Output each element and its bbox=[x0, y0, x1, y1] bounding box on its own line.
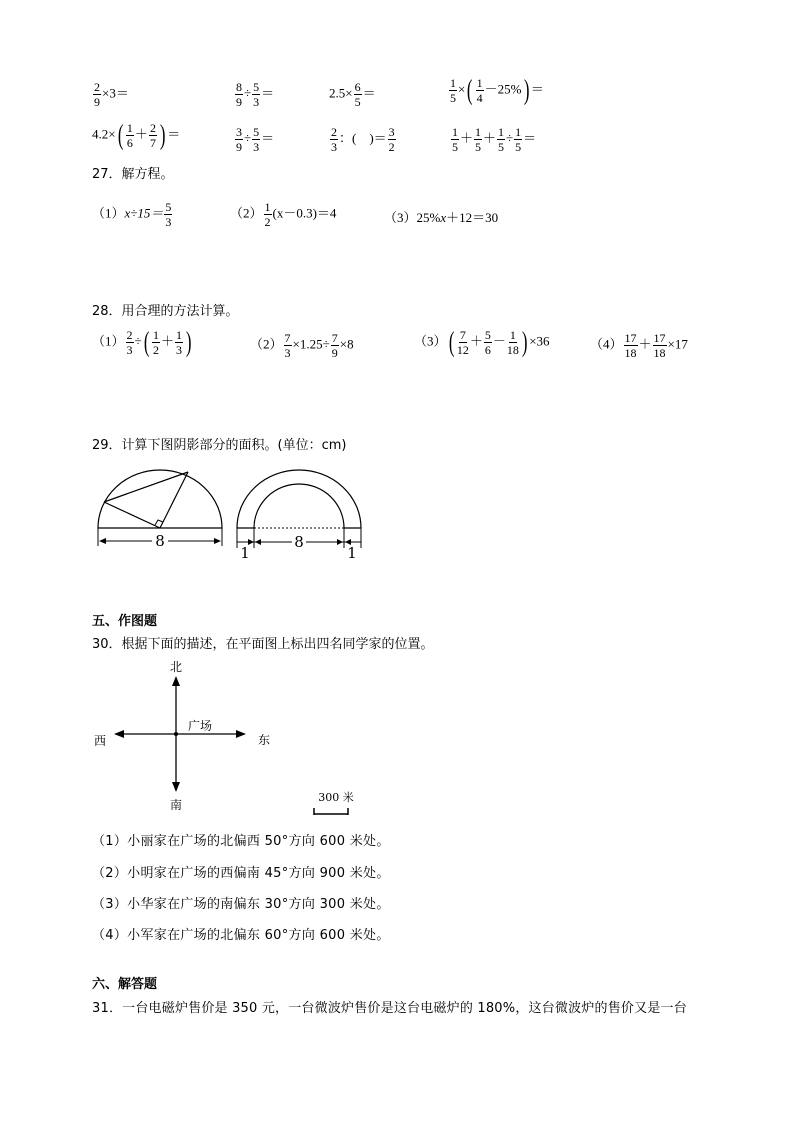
part-label: （2） bbox=[250, 336, 283, 352]
q30-item-4: （4）小军家在广场的北偏东 60°方向 600 米处。 bbox=[92, 928, 390, 943]
calc-text: ：( )＝ bbox=[339, 130, 387, 146]
fraction-denominator: 4 bbox=[476, 91, 483, 105]
fraction-denominator: 3 bbox=[176, 343, 182, 357]
fraction-numerator: 1 bbox=[264, 200, 271, 214]
fraction-denominator: 5 bbox=[515, 140, 522, 154]
fraction-denominator: 2 bbox=[264, 215, 271, 229]
fraction-numerator: 6 bbox=[354, 80, 361, 94]
fraction-denominator: 5 bbox=[475, 140, 482, 154]
fraction-numerator: 8 bbox=[236, 80, 242, 94]
q30-title: 30．根据下面的描述，在平面图上标出四名同学家的位置。 bbox=[92, 637, 434, 652]
calc-text: 4.2× bbox=[92, 126, 116, 142]
equation-variable: x bbox=[440, 210, 447, 225]
paren-right: ) bbox=[521, 326, 528, 358]
west-arrow-icon bbox=[114, 730, 124, 738]
fraction-numerator: 5 bbox=[253, 125, 260, 139]
calc-operator: ÷ bbox=[506, 130, 514, 146]
fraction-numerator: 17 bbox=[653, 331, 666, 345]
fraction-numerator: 5 bbox=[484, 328, 491, 342]
calc-text: ＝ bbox=[167, 126, 181, 142]
semicircle-triangle-figure bbox=[98, 470, 222, 550]
calc-1 bbox=[92, 80, 129, 109]
fraction-numerator: 1 bbox=[152, 328, 159, 342]
fraction-denominator: 12 bbox=[456, 343, 469, 357]
calc-operator: ＋ bbox=[483, 130, 497, 146]
part-label: （1） bbox=[92, 205, 125, 221]
q28-part-1 bbox=[92, 328, 193, 357]
q29-figures bbox=[92, 468, 372, 560]
fraction-numerator: 1 bbox=[509, 328, 516, 342]
q28-part-2 bbox=[250, 331, 354, 360]
calc-text: ×1.25÷ bbox=[292, 336, 330, 352]
fraction-denominator: 5 bbox=[450, 91, 456, 105]
calc-6 bbox=[234, 125, 274, 154]
fraction-denominator: 5 bbox=[354, 95, 361, 109]
q29-title: 29．计算下图阴影部分的面积。(单位：cm) bbox=[92, 438, 347, 453]
q30-item-1: （1）小丽家在广场的北偏西 50°方向 600 米处。 bbox=[92, 834, 390, 849]
q30-item-2: （2）小明家在广场的西偏南 45°方向 900 米处。 bbox=[92, 866, 390, 881]
q27-part-2 bbox=[230, 200, 336, 229]
q27-part-3 bbox=[384, 207, 498, 226]
scale-label: 300 米 bbox=[318, 791, 354, 804]
q28-part-4 bbox=[590, 331, 688, 360]
fraction-numerator: 3 bbox=[388, 125, 395, 139]
fraction-denominator: 3 bbox=[165, 215, 172, 229]
section-5-heading: 五、作图题 bbox=[92, 614, 158, 629]
calc-operator: ＋ bbox=[160, 333, 174, 349]
fraction-numerator: 1 bbox=[452, 125, 458, 139]
dimension-label-right: 1 bbox=[347, 544, 357, 560]
calc-operator: ＋ bbox=[460, 130, 474, 146]
fraction-denominator: 9 bbox=[236, 140, 242, 154]
calc-text: ＝ bbox=[261, 130, 275, 146]
dimension-label-mid: 8 bbox=[294, 533, 304, 551]
fraction-denominator: 3 bbox=[284, 346, 291, 360]
calc-text: ＝ bbox=[261, 85, 275, 101]
equation-text: ＋12＝30 bbox=[446, 210, 499, 225]
calc-4 bbox=[448, 76, 544, 105]
center-point bbox=[174, 732, 178, 736]
label-east: 东 bbox=[257, 733, 271, 747]
fraction-denominator: 18 bbox=[506, 343, 519, 357]
calc-8 bbox=[450, 125, 536, 154]
fraction-denominator: 3 bbox=[253, 140, 260, 154]
fraction-denominator: 18 bbox=[653, 346, 666, 360]
fraction-denominator: 3 bbox=[331, 140, 337, 154]
fraction-denominator: 5 bbox=[452, 140, 458, 154]
fraction-denominator: 7 bbox=[149, 136, 156, 150]
fraction-numerator: 1 bbox=[126, 121, 133, 135]
calc-operator: ÷ bbox=[244, 85, 252, 101]
calc-5 bbox=[92, 121, 180, 150]
fraction-denominator: 2 bbox=[152, 343, 159, 357]
fraction-numerator: 2 bbox=[331, 125, 337, 139]
fraction-denominator: 6 bbox=[484, 343, 491, 357]
q28-title: 28．用合理的方法计算。 bbox=[92, 304, 239, 319]
fraction-numerator: 3 bbox=[236, 125, 242, 139]
paren-left: ( bbox=[448, 326, 454, 358]
north-arrow-icon bbox=[172, 676, 180, 686]
paren-right: ) bbox=[523, 74, 529, 106]
dimension-label-left: 1 bbox=[240, 544, 250, 560]
fraction-numerator: 1 bbox=[475, 125, 482, 139]
dimension-label: 8 bbox=[155, 532, 165, 550]
calc-operator: － bbox=[492, 333, 506, 349]
fraction-denominator: 9 bbox=[236, 95, 242, 109]
calc-text: ×17 bbox=[667, 336, 688, 352]
part-label: （3） bbox=[414, 333, 447, 349]
paren-left: ( bbox=[467, 74, 473, 106]
fraction-denominator: 3 bbox=[253, 95, 260, 109]
calc-text: ＝ bbox=[530, 81, 544, 97]
paren-right: ) bbox=[159, 119, 166, 151]
calc-text: －25% bbox=[484, 81, 522, 97]
calc-text: ×8 bbox=[339, 336, 354, 352]
calc-operator: ＋ bbox=[469, 333, 483, 349]
q31-text: 31．一台电磁炉售价是 350 元，一台微波炉售价是这台电磁炉的 180%，这台微波炉的售价又是一台 bbox=[92, 1001, 687, 1016]
calc-operator: ＋ bbox=[134, 126, 148, 142]
fraction-numerator: 2 bbox=[126, 328, 133, 342]
q27-part-1 bbox=[92, 200, 173, 229]
fraction-denominator: 5 bbox=[498, 140, 505, 154]
calc-7 bbox=[329, 125, 397, 154]
paren-left: ( bbox=[143, 326, 150, 358]
fraction-numerator: 7 bbox=[331, 331, 338, 345]
fraction-numerator: 1 bbox=[450, 76, 456, 90]
part-label: （2） bbox=[230, 205, 263, 221]
fraction-numerator: 5 bbox=[165, 200, 172, 214]
fraction-numerator: 1 bbox=[498, 125, 505, 139]
fraction-denominator: 9 bbox=[331, 346, 338, 360]
fraction-numerator: 7 bbox=[284, 331, 291, 345]
label-south: 南 bbox=[169, 798, 183, 812]
equation-text: x÷15＝ bbox=[124, 205, 164, 221]
calc-text: ×3＝ bbox=[102, 85, 129, 101]
q30-item-3: （3）小华家在广场的南偏东 30°方向 300 米处。 bbox=[92, 897, 390, 912]
direction-map bbox=[92, 658, 382, 818]
fraction-denominator: 18 bbox=[624, 346, 637, 360]
equation-text: 25% bbox=[416, 210, 441, 225]
part-label: （1） bbox=[92, 333, 125, 349]
calc-operator: ＋ bbox=[638, 336, 652, 352]
part-label: （3） bbox=[384, 210, 417, 225]
label-west: 西 bbox=[93, 734, 107, 748]
calc-2 bbox=[234, 80, 274, 109]
east-arrow-icon bbox=[236, 730, 246, 738]
fraction-denominator: 3 bbox=[126, 343, 133, 357]
q28-part-3 bbox=[414, 328, 550, 357]
fraction-numerator: 1 bbox=[515, 125, 522, 139]
fraction-numerator: 17 bbox=[624, 331, 637, 345]
part-label: （4） bbox=[590, 336, 623, 352]
calc-operator: × bbox=[458, 81, 466, 97]
fraction-denominator: 9 bbox=[94, 95, 100, 109]
label-north: 北 bbox=[169, 660, 183, 674]
section-6-heading: 六、解答题 bbox=[92, 977, 158, 992]
fraction-numerator: 2 bbox=[149, 121, 156, 135]
calc-operator: ÷ bbox=[134, 333, 142, 349]
paren-right: ) bbox=[185, 326, 192, 358]
fraction-numerator: 1 bbox=[476, 76, 483, 90]
fraction-numerator: 1 bbox=[176, 328, 182, 342]
calc-text: ×36 bbox=[529, 333, 550, 349]
fraction-denominator: 6 bbox=[126, 136, 133, 150]
q27-title: 27．解方程。 bbox=[92, 167, 174, 182]
south-arrow-icon bbox=[172, 782, 180, 792]
semicircular-ring-figure bbox=[237, 470, 361, 560]
calc-text: ＝ bbox=[362, 85, 376, 101]
fraction-denominator: 2 bbox=[388, 140, 395, 154]
fraction-numerator: 5 bbox=[253, 80, 260, 94]
calc-text: 2.5× bbox=[329, 85, 353, 101]
calc-operator: ÷ bbox=[244, 130, 252, 146]
paren-left: ( bbox=[117, 119, 124, 151]
calc-3 bbox=[329, 80, 376, 109]
equation-text: (x－0.3)＝4 bbox=[272, 205, 337, 221]
fraction-numerator: 7 bbox=[459, 328, 466, 342]
label-center: 广场 bbox=[188, 719, 213, 733]
fraction-numerator: 2 bbox=[94, 80, 100, 94]
calc-text: ＝ bbox=[523, 130, 537, 146]
